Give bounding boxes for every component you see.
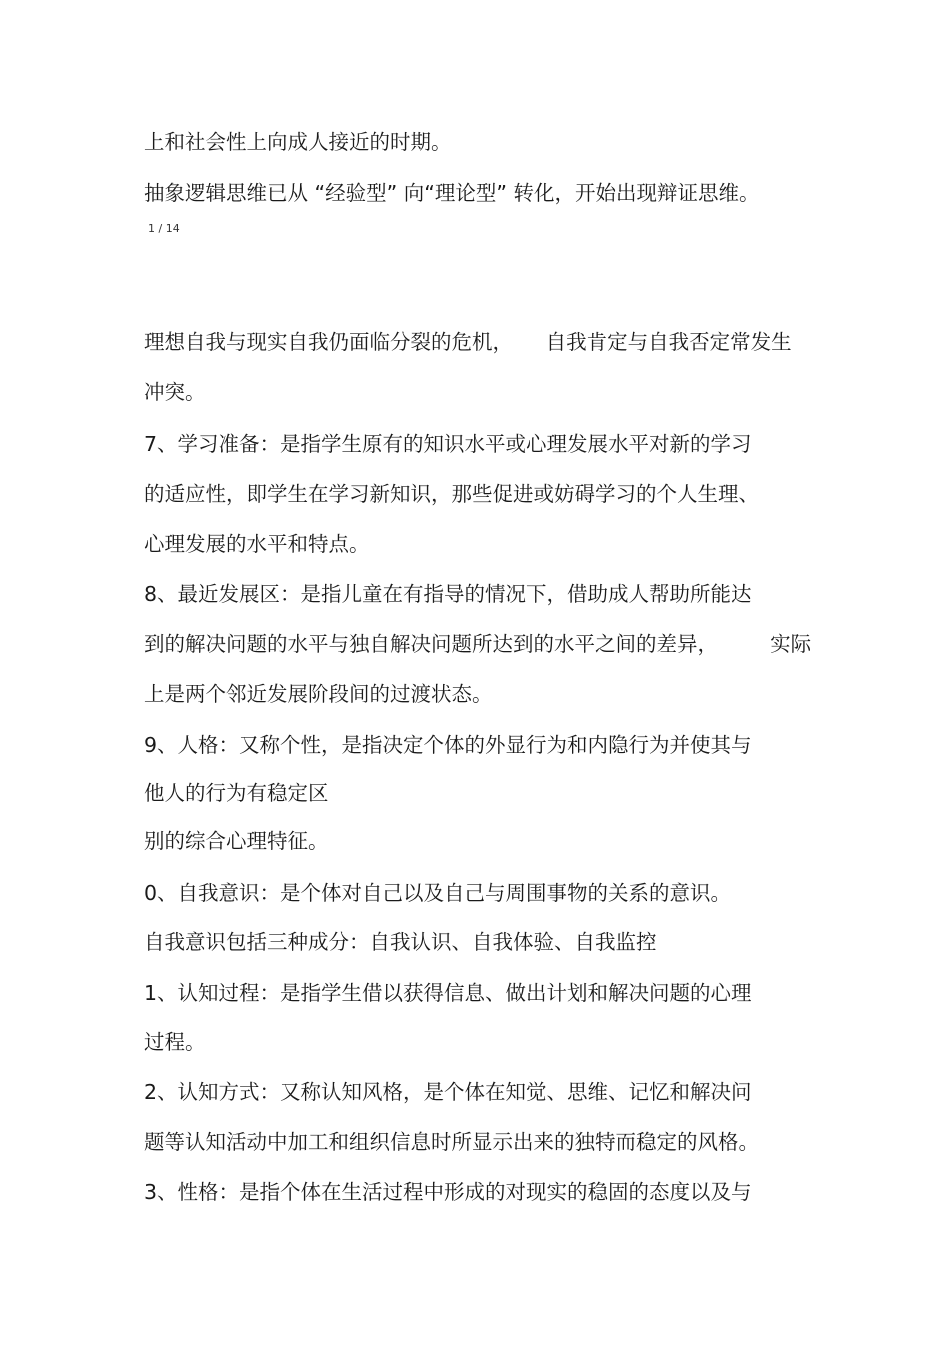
text-line-6: 的适应性，即学生在学习新知识，那些促进或妨碍学习的个人生理、 (144, 482, 759, 506)
text-line-16: 1、认知过程：是指学生借以获得信息、做出计划和解决问题的心理 (144, 981, 752, 1005)
text-line-2: 抽象逻辑思维已从 “经验型” 向“理论型” 转化，开始出现辩证思维。 (144, 181, 760, 205)
text-line-9: 到的解决问题的水平与独自解决问题所达到的水平之间的差异， 实际 (144, 632, 812, 656)
text-line-3: 理想自我与现实自我仍面临分裂的危机， 自我肯定与自我否定常发生 (144, 330, 792, 354)
text-line-7: 心理发展的水平和特点。 (144, 532, 370, 556)
page-number: 1 / 14 (148, 222, 180, 235)
text-line-12: 他人的行为有稳定区 (144, 781, 329, 805)
text-line-20: 3、性格：是指个体在生活过程中形成的对现实的稳固的态度以及与 (144, 1180, 752, 1204)
text-line-4: 冲突。 (144, 380, 206, 404)
text-line-18: 2、认知方式：又称认知风格，是个体在知觉、思维、记忆和解决问 (144, 1080, 752, 1104)
text-line-19: 题等认知活动中加工和组织信息时所显示出来的独特而稳定的风格。 (144, 1130, 759, 1154)
text-line-5: 7、学习准备：是指学生原有的知识水平或心理发展水平对新的学习 (144, 432, 752, 456)
text-line-15: 自我意识包括三种成分：自我认识、自我体验、自我监控 (144, 930, 657, 954)
text-line-10: 上是两个邻近发展阶段间的过渡状态。 (144, 682, 493, 706)
text-line-8: 8、最近发展区：是指儿童在有指导的情况下，借助成人帮助所能达 (144, 582, 752, 606)
text-line-1: 上和社会性上向成人接近的时期。 (144, 130, 452, 154)
text-line-11: 9、人格：又称个性，是指决定个体的外显行为和内隐行为并使其与 (144, 733, 752, 757)
text-line-17: 过程。 (144, 1030, 206, 1054)
text-line-14: 0、自我意识：是个体对自己以及自己与周围事物的关系的意识。 (144, 881, 732, 905)
text-line-13: 别的综合心理特征。 (144, 829, 329, 853)
